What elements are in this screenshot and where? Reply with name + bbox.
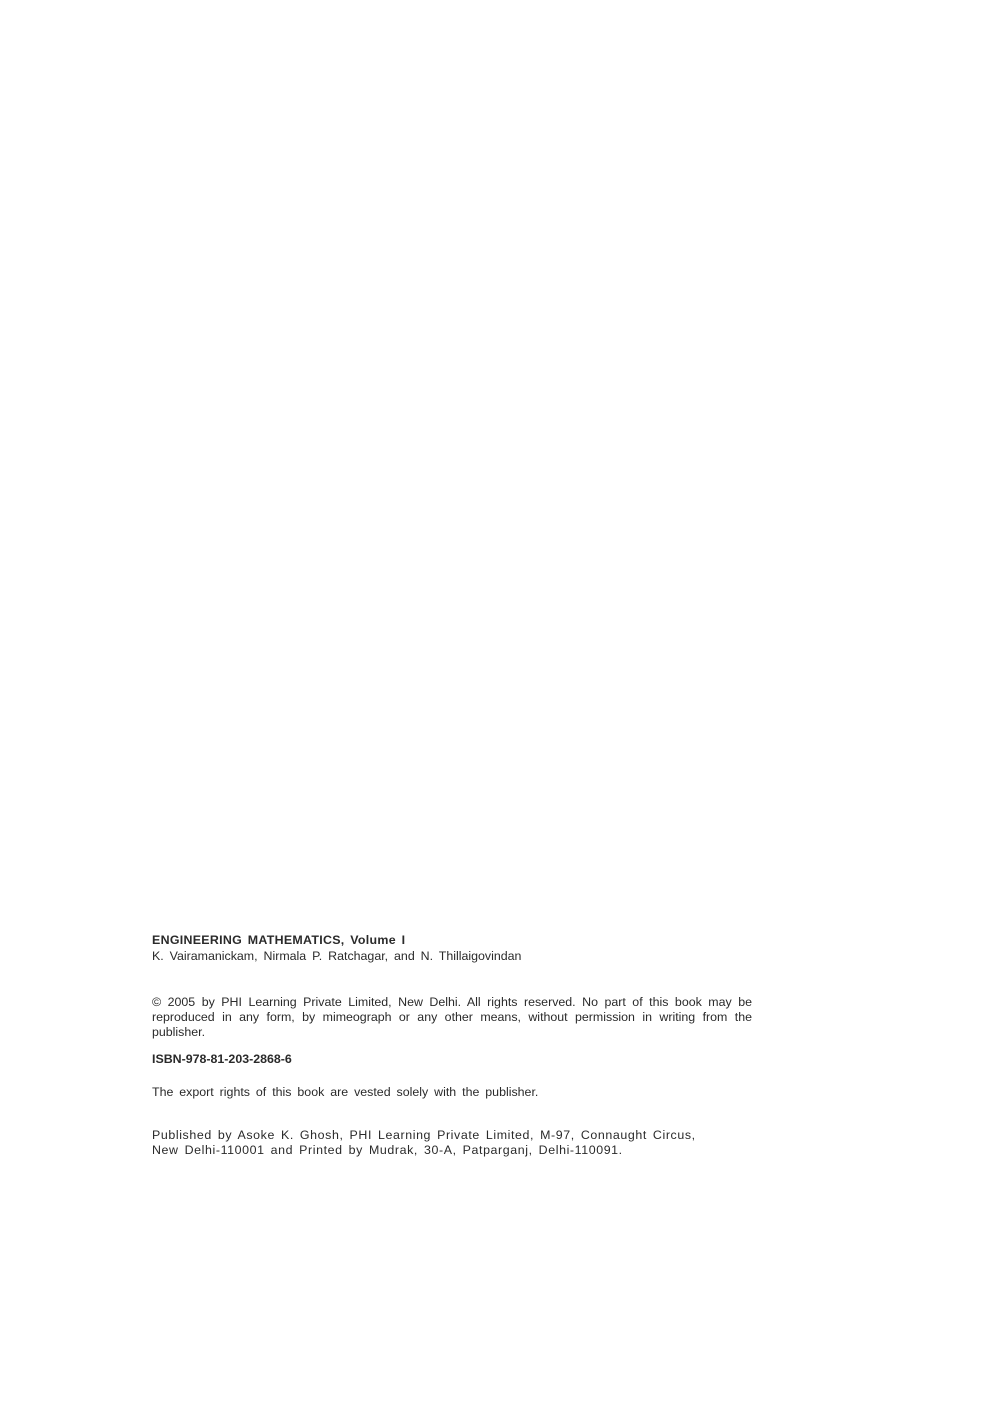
book-title: ENGINEERING MATHEMATICS, Volume I <box>152 933 406 947</box>
copyright-notice: © 2005 by PHI Learning Private Limited, New Delhi. All rights reserved. No part of this book may be reproduced in any form, by mimeograph or any other means, without permission in writing from the publisher. <box>152 994 752 1040</box>
isbn-number: ISBN-978-81-203-2868-6 <box>152 1052 292 1067</box>
publisher-info <box>152 1128 752 1159</box>
book-authors: K. Vairamanickam, Nirmala P. Ratchagar, and N. Thillaigovindan <box>152 949 522 964</box>
export-rights-notice: The export rights of this book are vested solely with the publisher. <box>152 1084 539 1099</box>
publisher-line-2: New Delhi-110001 and Printed by Mudrak, 30-A, Patparganj, Delhi-110091. <box>152 1143 623 1158</box>
copyright-page-block <box>152 933 752 1159</box>
publisher-line-1: Published by Asoke K. Ghosh, PHI Learning Private Limited, M-97, Connaught Circus, <box>152 1128 696 1143</box>
